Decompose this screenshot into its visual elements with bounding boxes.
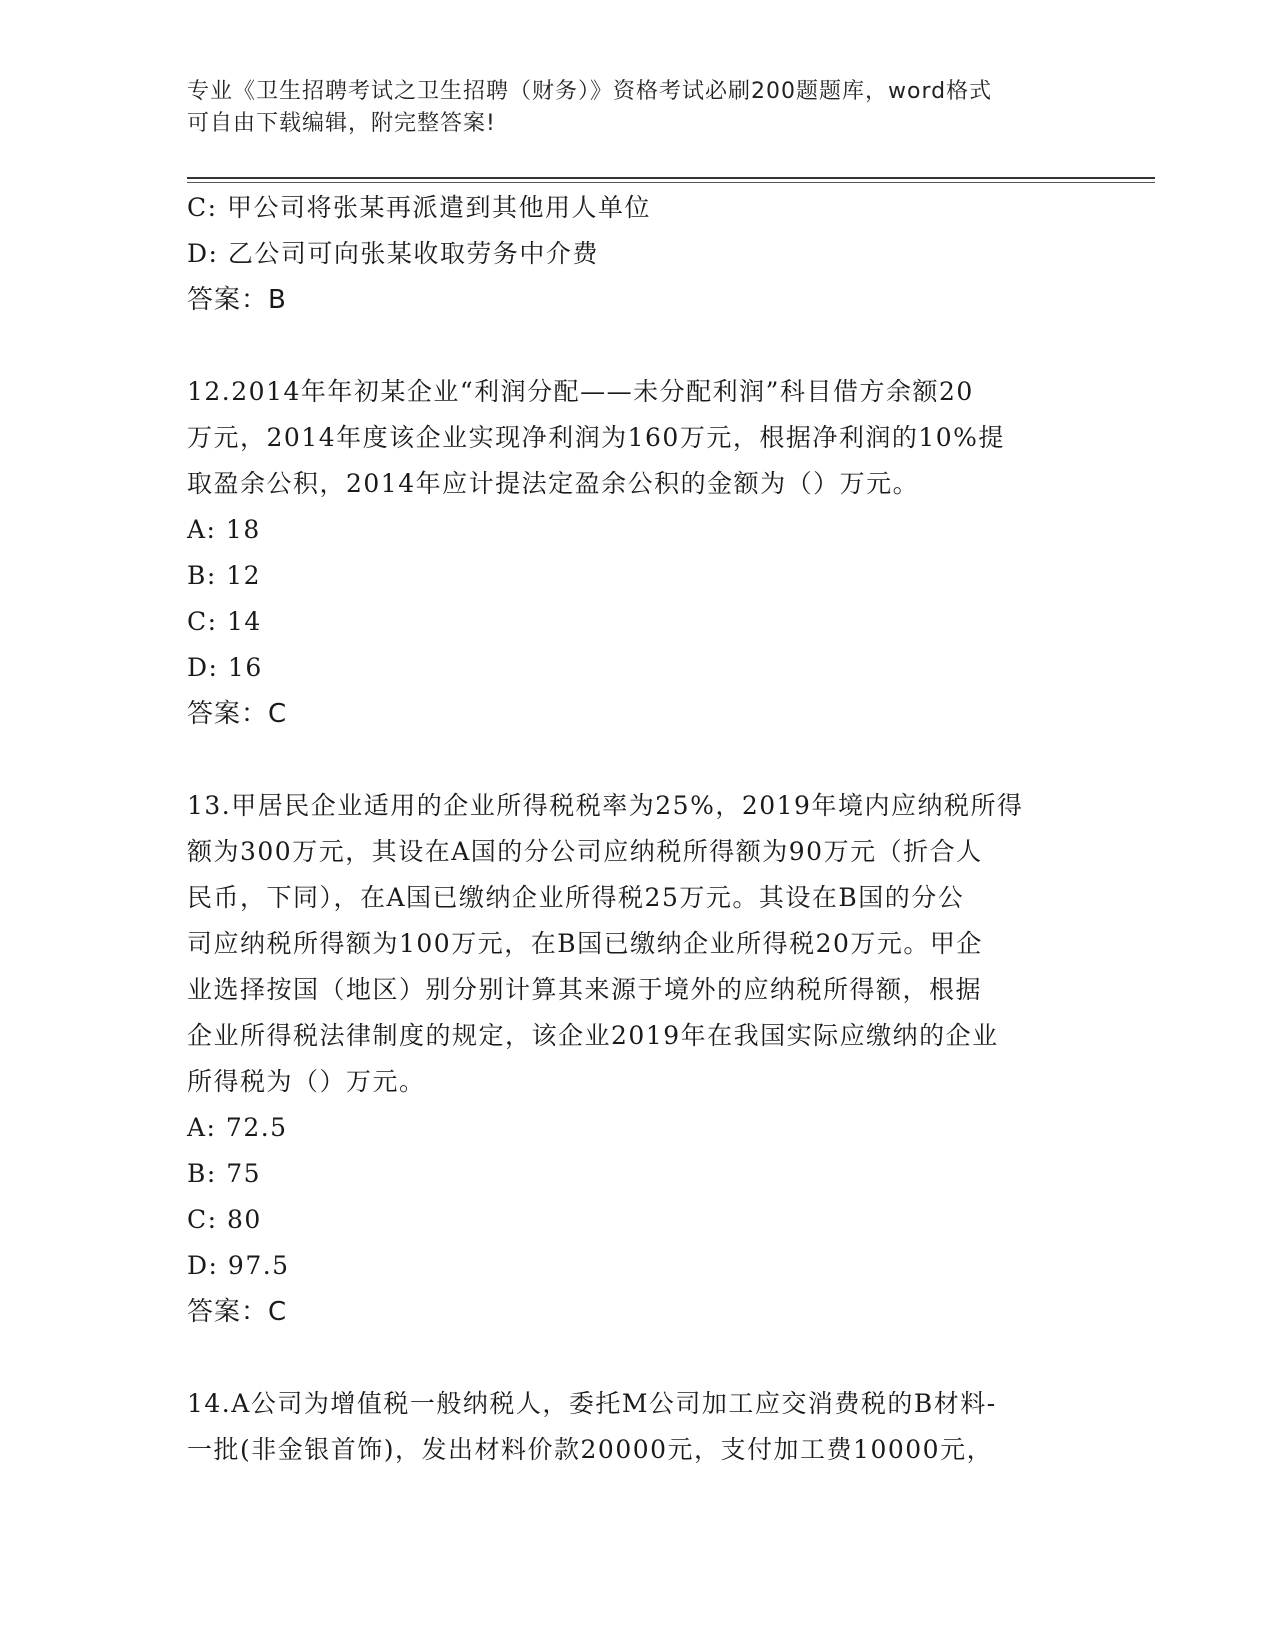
question-stem-line: 13.甲居民企业适用的企业所得税税率为25%，2019年境内应纳税所得: [187, 791, 1024, 820]
answer-line: 答案：B: [187, 285, 287, 315]
question-12: [187, 369, 1087, 737]
document-header: [187, 76, 1087, 140]
header-line-2: 可自由下载编辑，附完整答案!: [187, 111, 496, 136]
question-stem-line: 所得税为（）万元。: [187, 1067, 426, 1096]
option-c: C: 14: [187, 607, 262, 636]
option-b: B: 12: [187, 561, 262, 590]
header-rule-thin: [187, 182, 1155, 183]
question-stem-line: 取盈余公积，2014年应计提法定盈余公积的金额为（）万元。: [187, 469, 920, 498]
question-stem-line: 业选择按国（地区）别分别计算其来源于境外的应纳税所得额，根据: [187, 975, 983, 1004]
answer-line: 答案：C: [187, 1297, 288, 1327]
option-c: C: 甲公司将张某再派遣到其他用人单位: [187, 193, 651, 222]
question-stem-line: 民币，下同），在A国已缴纳企业所得税25万元。其设在B国的分公: [187, 883, 965, 912]
spacer: [187, 323, 1087, 369]
option-d: D: 乙公司可向张某收取劳务中介费: [187, 239, 599, 268]
option-a: A: 18: [187, 515, 261, 544]
option-b: B: 75: [187, 1159, 262, 1188]
option-d: D: 16: [187, 653, 263, 682]
question-stem-line: 14.A公司为增值税一般纳税人，委托M公司加工应交消费税的B材料-: [187, 1389, 997, 1418]
question-stem-line: 企业所得税法律制度的规定，该企业2019年在我国实际应缴纳的企业: [187, 1021, 999, 1050]
option-d: D: 97.5: [187, 1251, 290, 1280]
header-line-1: 专业《卫生招聘考试之卫生招聘（财务）》资格考试必刷200题题库，word格式: [187, 79, 993, 104]
document-body: [187, 185, 1087, 1473]
question-stem-line: 万元，2014年度该企业实现净利润为160万元，根据净利润的10%提: [187, 423, 1005, 452]
answer-line: 答案：C: [187, 699, 288, 729]
spacer: [187, 1335, 1087, 1381]
question-14: [187, 1381, 1087, 1473]
question-stem-line: 一批(非金银首饰)，发出材料价款20000元，支付加工费10000元，: [187, 1435, 994, 1464]
option-a: A: 72.5: [187, 1113, 288, 1142]
spacer: [187, 737, 1087, 783]
question-stem-line: 司应纳税所得额为100万元，在B国已缴纳企业所得税20万元。甲企: [187, 929, 983, 958]
option-c: C: 80: [187, 1205, 262, 1234]
question-11-tail: [187, 185, 1087, 323]
header-rule-thick: [187, 177, 1155, 179]
question-13: [187, 783, 1087, 1335]
question-stem-line: 额为300万元，其设在A国的分公司应纳税所得额为90万元（折合人: [187, 837, 983, 866]
question-stem-line: 12.2014年年初某企业“利润分配——未分配利润”科目借方余额20: [187, 377, 974, 406]
